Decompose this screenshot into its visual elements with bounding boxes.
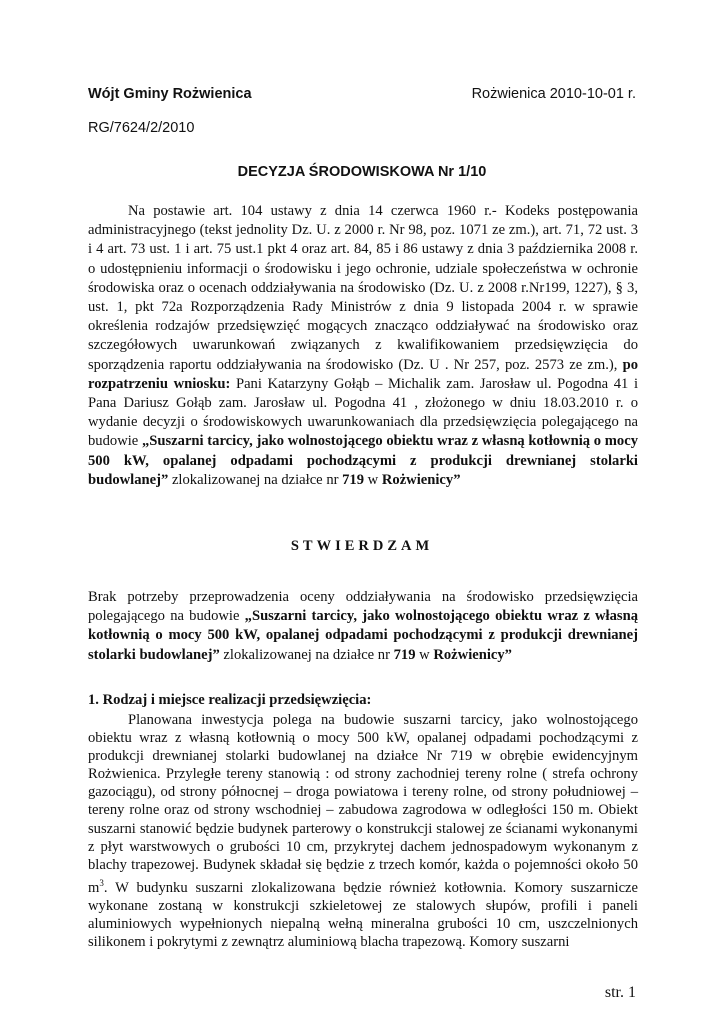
reference-number: RG/7624/2/2010 — [88, 120, 195, 136]
place-and-date: Rożwienica 2010-10-01 r. — [471, 86, 636, 102]
intro-text-a: Na postawie art. 104 ustawy z dnia 14 czerwca 1960 r.- Kodeks postępowania administracyjnego (tekst jednolity Dz. U. z 2000 r. Nr 98, poz. 1071 ze zm.), art. 71, 72 ust. 3 i 4 art. 73 ust. 1 i art. 75 ust.1 pkt 4 oraz art. 84, 85 i 86 ustawy z dnia 3 października 2008 r. o udostępnieniu informacji o środowisku i jego ochronie, udziale społeczeństwa w ochronie środowiska oraz o ocenach oddziaływania na środowisko (Dz. U. z 2008 r.Nr199, 1227), § 3, ust. 1, pkt 72a Rozporządzenia Rady Ministrów z dnia 9 listopada 2004 r. w sprawie określenia rodzajów przedsięwzięć mogących znacząco oddziaływać na środowisko oraz szczegółowych uwarunkowań związanych z kwalifikowaniem przedsięwzięcia do sporządzenia raportu oddziaływania na środowisko (Dz. U . Nr 257, poz. 2573 ze zm.), — [88, 203, 638, 373]
section-1-superscript: 3 — [99, 877, 104, 888]
intro-text-d: w — [364, 471, 382, 488]
finding-text-b: zlokalizowanej na działce nr — [219, 646, 394, 663]
intro-text-c: zlokalizowanej na działce nr — [168, 471, 343, 488]
intro-paragraph — [88, 202, 638, 490]
page-number: str. 1 — [604, 984, 636, 1001]
finding-text-a: Brak potrzeby przeprowadzenia oceny oddziaływania na środowisko przedsięwzięcia polegającego na budowie — [88, 589, 638, 625]
stwierdzam-heading: STWIERDZAM — [290, 538, 434, 554]
finding-paragraph — [88, 588, 638, 665]
finding-locality: Rożwienicy” — [433, 646, 512, 663]
intro-locality: Rożwienicy” — [381, 471, 461, 488]
section-1-text-a: Planowana inwestycja polega na budowie suszarni tarcicy, jako wolnostojącego obiektu wraz z własną kotłownią o mocy 500 kW, opalanej odpadami pochodzącymi z produkcji drewnianej stolarki budowlanej na działce Nr 719 w obrębie ewidencyjnym Rożwienica. Przyległe tereny stanowią : od strony zachodniej tereny rolne ( strefa ochrony gazociągu), od strony północnej – droga powiatowa i tereny rolne, od strony południowej – tereny rolne oraz od strony wschodniej – zabudowa zagrodowa w odległości 150 m. Obiekt suszarni stanowić będzie budynek parterowy o konstrukcji stalowej ze ścianami wykonanymi z płyt warstwowych o grubości 10 cm, przykrytej dachem jednospadowym wykonanym z blachy trapezowej. Budynek składał się będzie z trzech komór, każda o pojemności około 50 m — [88, 712, 638, 896]
intro-plot-number: 719 — [342, 471, 365, 488]
intro-text-b: Pani Katarzyny Gołąb – Michalik zam. Jarosław ul. Pogodna 41 i Pana Dariusz Gołąb zam. Jarosław ul. Pogodna 41 , złożonego w dniu 18.03.2010 r. o wydanie decyzji o środowiskowych uwarunkowaniach dla przedsięwzięcia polegającego na budowie — [88, 375, 638, 450]
issuing-authority: Wójt Gminy Rożwienica — [88, 86, 252, 102]
finding-plot-number: 719 — [393, 646, 416, 663]
document-title: DECYZJA ŚRODOWISKOWA Nr 1/10 — [237, 164, 487, 180]
section-1-body — [88, 711, 638, 951]
finding-text-c: w — [415, 646, 434, 663]
intro-bold-a: po rozpatrzeniu wniosku: — [88, 356, 638, 392]
intro-project-name: „Suszarni tarcicy, jako wolnostojącego obiektu wraz z własną kotłownią o mocy 500 kW, opalanej odpadami pochodzącymi z produkcji drewnianej stolarki budowlanej” — [88, 433, 638, 488]
finding-project-name: „Suszarni tarcicy, jako wolnostojącego obiektu wraz z własną kotłownią o mocy 500 kW, opalanej odpadami pochodzącymi z produkcji drewnianej stolarki budowlanej” — [88, 608, 638, 663]
section-1-heading: 1. Rodzaj i miejsce realizacji przedsięwzięcia: — [88, 692, 372, 708]
section-1-text-b: . W budynku suszarni zlokalizowana będzie również kotłownia. Komory suszarnicze wykonane zostaną w konstrukcji szkieletowej ze stalowych słupów, profili i paneli aluminiowych wypełnionych niepalną wełną mineralna grubości 10 cm, uszczelnionych silikonem i pokrytymi z zewnątrz aluminiową blacha trapezową. Komory suszarni — [88, 879, 638, 950]
